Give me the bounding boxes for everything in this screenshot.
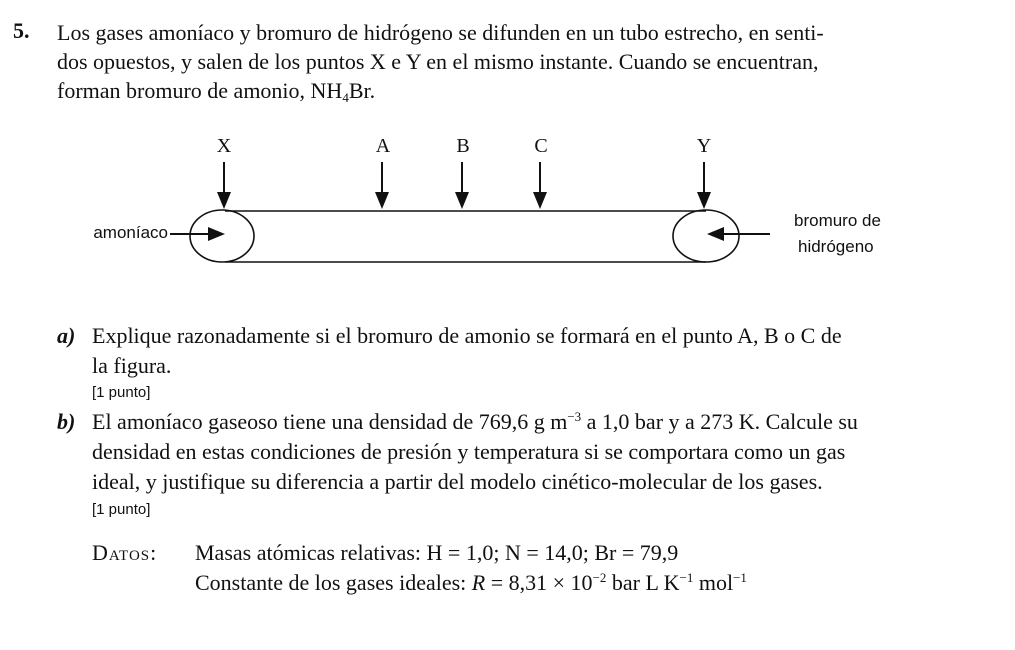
right-gas-label-line-1: bromuro de [794, 211, 881, 230]
down-arrow-b [455, 162, 469, 209]
part-b-line-3: ideal, y justifique su diferencia a partir del modelo cinético-molecular de los gases. [92, 469, 823, 494]
down-arrow-y [697, 162, 711, 209]
data-line-2 [195, 568, 747, 597]
intro-line-3-text: forman bromuro de amonio, NH [57, 78, 343, 103]
unit-bar-l-k: bar L K [606, 570, 680, 595]
question-number: 5. [13, 18, 30, 43]
part-a-line-1: Explique razonadamente si el bromuro de amonio se formará en el punto A, B o C de [92, 323, 842, 348]
part-b-letter: b) [57, 409, 76, 434]
part-b-line-2: densidad en estas condiciones de presión y temperatura si se comportara como un gas [92, 439, 846, 464]
question-intro [57, 18, 962, 105]
intro-line-3 [57, 76, 962, 105]
right-arrow-ammonia [170, 227, 225, 241]
intro-line-3-end: Br. [348, 78, 376, 103]
intro-line-1: Los gases amoníaco y bromuro de hidrógeno se difunden en un tubo estrecho, en senti- [57, 20, 824, 45]
down-arrow-c [533, 162, 547, 209]
data-label: Datos: [92, 540, 158, 565]
point-label-a: A [375, 135, 391, 157]
down-arrow-a [375, 162, 389, 209]
left-gas-label: amoníaco [93, 223, 168, 242]
part-a-line-2: la figura. [92, 353, 172, 378]
point-label-b: B [456, 135, 470, 157]
part-b-line-1 [92, 407, 962, 437]
kelvin-exponent: −1 [679, 570, 694, 585]
gas-constant-label: Constante de los gases ideales: [195, 570, 472, 595]
gas-constant-value: = 8,31 × 10 [485, 570, 593, 595]
part-a [57, 321, 962, 381]
part-b-line-1-text: El amoníaco gaseoso tiene una densidad de 769,6 g m [92, 409, 568, 434]
unit-mol: mol [693, 570, 734, 595]
part-a-points: [1 punto] [92, 384, 151, 401]
point-label-x: X [216, 135, 232, 157]
intro-line-2: dos opuestos, y salen de los puntos X e Y en el mismo instante. Cuando se encuentran, [57, 49, 819, 74]
gas-constant-symbol: R [471, 570, 486, 595]
part-b [57, 407, 962, 497]
point-label-c: C [534, 135, 548, 157]
diffusion-tube-diagram [0, 120, 1015, 280]
down-arrow-x [217, 162, 231, 209]
tube-right-end [673, 210, 739, 262]
mol-exponent: −1 [733, 570, 747, 585]
point-label-y: Y [696, 135, 712, 157]
tube-left-end [190, 210, 254, 262]
part-b-points: [1 punto] [92, 501, 151, 518]
data-line-1: Masas atómicas relativas: H = 1,0; N = 14,0; Br = 79,9 [195, 540, 679, 565]
power-exponent: −2 [592, 570, 607, 585]
formula-subscript: 4 [342, 90, 349, 105]
density-exponent: −3 [567, 409, 582, 424]
right-gas-label-line-2: hidrógeno [798, 237, 874, 256]
part-a-letter: a) [57, 323, 76, 348]
part-b-line-1-end: a 1,0 bar y a 273 K. Calcule su [581, 409, 858, 434]
